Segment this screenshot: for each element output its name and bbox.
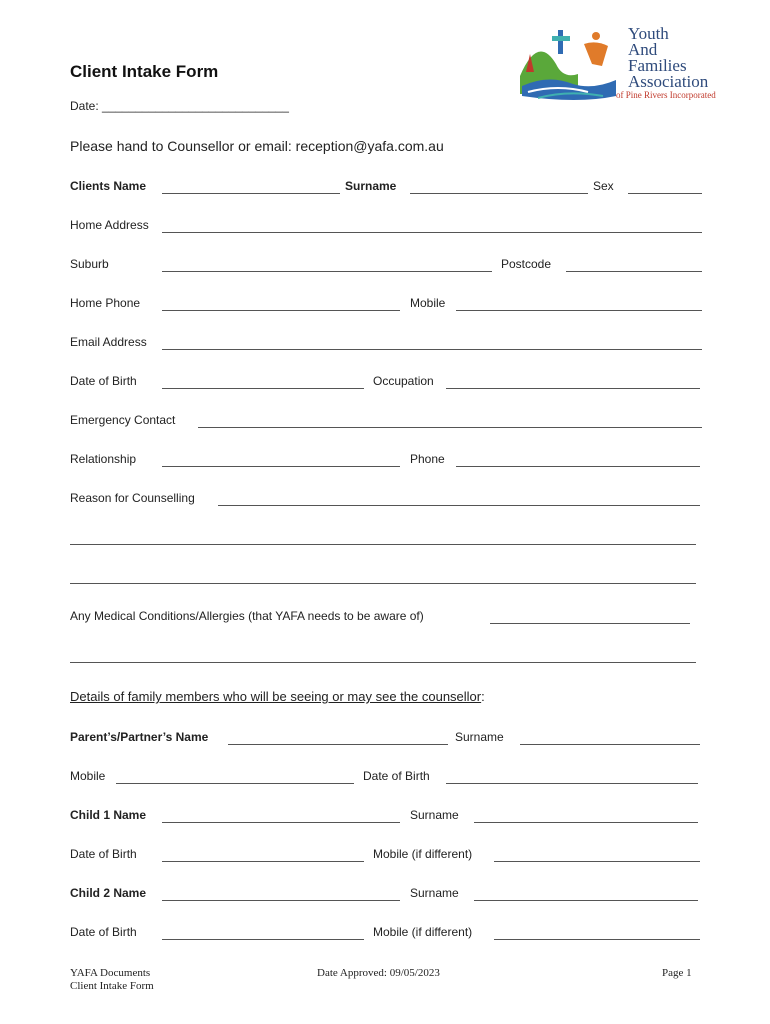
- home-phone-field[interactable]: [162, 310, 400, 311]
- clients-name-field[interactable]: [162, 193, 340, 194]
- family-heading-colon: :: [481, 689, 485, 704]
- logo-line-families: Families: [628, 56, 687, 75]
- row-relationship: [70, 452, 702, 470]
- row-home-address: [70, 218, 702, 236]
- reason-label: Reason for Counselling: [70, 491, 195, 505]
- row-reason: [70, 491, 702, 509]
- surname-label: Surname: [345, 179, 397, 193]
- occupation-field[interactable]: [446, 388, 700, 389]
- row-client-name: [70, 179, 702, 197]
- family-heading: [70, 689, 485, 704]
- medical-label: Any Medical Conditions/Allergies (that YAFA needs to be aware of): [70, 609, 424, 623]
- child2-dob-field[interactable]: [162, 939, 364, 940]
- child1-dob-field[interactable]: [162, 861, 364, 862]
- child2-mobile-field[interactable]: [494, 939, 700, 940]
- row-child1-dob: [70, 847, 702, 865]
- home-phone-label: Home Phone: [70, 296, 141, 310]
- reason-line-3[interactable]: [70, 583, 696, 584]
- row-child1-name: [70, 808, 702, 826]
- parent-surname-label: Surname: [455, 730, 504, 744]
- child2-surname-field[interactable]: [474, 900, 698, 901]
- logo-subtitle: of Pine Rivers Incorporated: [616, 90, 716, 100]
- mobile-label: Mobile: [410, 296, 446, 310]
- mobile-field[interactable]: [456, 310, 702, 311]
- submission-instruction: Please hand to Counsellor or email: reception@yafa.com.au: [70, 138, 444, 154]
- postcode-label: Postcode: [501, 257, 552, 271]
- logo-graphic: [518, 24, 618, 102]
- home-address-field[interactable]: [162, 232, 702, 233]
- child2-name-label: Child 2 Name: [70, 886, 147, 900]
- medical-field[interactable]: [490, 623, 690, 624]
- child1-surname-field[interactable]: [474, 822, 698, 823]
- family-heading-text: Details of family members who will be seeing or may see the counsellor: [70, 689, 482, 704]
- row-medical: [70, 609, 702, 627]
- child1-dob-label: Date of Birth: [70, 847, 137, 861]
- row-suburb: [70, 257, 702, 275]
- row-child2-name: [70, 886, 702, 904]
- logo-line-and: And: [628, 40, 658, 59]
- logo-line-association: Association: [628, 72, 709, 91]
- child1-name-field[interactable]: [162, 822, 400, 823]
- phone-label: Phone: [410, 452, 445, 466]
- reason-field[interactable]: [218, 505, 700, 506]
- footer-page-number: Page 1: [662, 967, 692, 979]
- row-email: [70, 335, 702, 353]
- child1-surname-label: Surname: [410, 808, 459, 822]
- date-of-birth-label: Date of Birth: [70, 374, 137, 388]
- date-of-birth-field[interactable]: [162, 388, 364, 389]
- parent-mobile-field[interactable]: [116, 783, 354, 784]
- child2-name-field[interactable]: [162, 900, 400, 901]
- reason-line-2[interactable]: [70, 544, 696, 545]
- page-title: Client Intake Form: [70, 62, 219, 81]
- relationship-label: Relationship: [70, 452, 137, 466]
- parent-name-field[interactable]: [228, 744, 448, 745]
- child2-dob-label: Date of Birth: [70, 925, 137, 939]
- footer-doc-line2: Client Intake Form: [70, 980, 154, 992]
- surname-field[interactable]: [410, 193, 588, 194]
- date-field[interactable]: Date: ____________________________: [70, 99, 289, 113]
- parent-name-label: Parent’s/Partner’s Name: [70, 730, 209, 744]
- child2-surname-label: Surname: [410, 886, 459, 900]
- home-address-label: Home Address: [70, 218, 149, 232]
- email-address-label: Email Address: [70, 335, 147, 349]
- email-address-field[interactable]: [162, 349, 702, 350]
- parent-mobile-label: Mobile: [70, 769, 106, 783]
- sex-field[interactable]: [628, 193, 702, 194]
- footer-date-approved: Date Approved: 09/05/2023: [317, 967, 440, 979]
- occupation-label: Occupation: [373, 374, 434, 388]
- suburb-field[interactable]: [162, 271, 492, 272]
- child1-mobile-field[interactable]: [494, 861, 700, 862]
- row-parent-name: [70, 730, 702, 748]
- emergency-contact-label: Emergency Contact: [70, 413, 176, 427]
- parent-dob-field[interactable]: [446, 783, 698, 784]
- row-home-phone: [70, 296, 702, 314]
- logo-line-youth: Youth: [628, 24, 669, 43]
- row-dob: [70, 374, 702, 392]
- suburb-label: Suburb: [70, 257, 109, 271]
- relationship-field[interactable]: [162, 466, 400, 467]
- sex-label: Sex: [593, 179, 614, 193]
- child1-mobile-label: Mobile (if different): [373, 847, 473, 861]
- clients-name-label: Clients Name: [70, 179, 147, 193]
- phone-field[interactable]: [456, 466, 700, 467]
- child2-mobile-label: Mobile (if different): [373, 925, 473, 939]
- child1-name-label: Child 1 Name: [70, 808, 147, 822]
- row-parent-mobile: [70, 769, 702, 787]
- parent-surname-field[interactable]: [520, 744, 700, 745]
- row-emergency-contact: [70, 413, 702, 431]
- yafa-logo: [518, 24, 748, 104]
- postcode-field[interactable]: [566, 271, 702, 272]
- footer-doc-line1: YAFA Documents: [70, 967, 151, 979]
- medical-line-2[interactable]: [70, 662, 696, 663]
- emergency-contact-field[interactable]: [198, 427, 702, 428]
- row-child2-dob: [70, 925, 702, 943]
- parent-dob-label: Date of Birth: [363, 769, 430, 783]
